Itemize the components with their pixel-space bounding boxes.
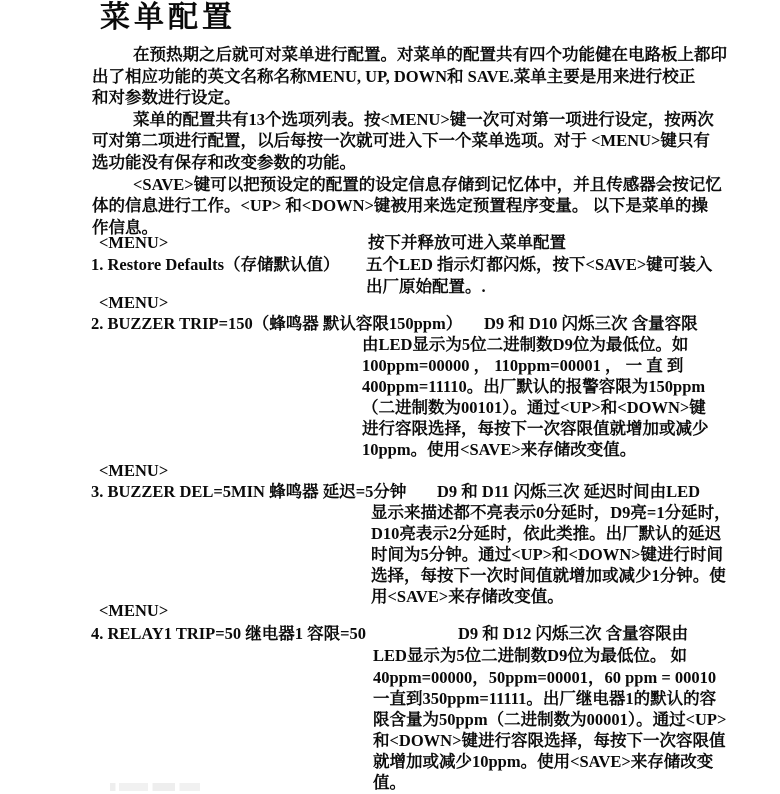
text-line: 2. BUZZER TRIP=150（蜂鸣器 默认容限150ppm） [91,314,463,333]
text-line: <SAVE>键可以把预设定的配置的设定信息存储到记忆体中，并且传感器会按记忆 [133,175,722,194]
text-line: D9 和 D11 闪烁三次 延迟时间由LED [437,482,701,501]
text-line: 可对第二项进行配置，以后每按一次就可进入下一个菜单选项。对于 <MENU>键只有 [92,131,710,150]
text-line: 由LED显示为5位二进制数D9位为最低位。如 [362,335,689,354]
watermark [110,783,200,791]
text-line: 3. BUZZER DEL=5MIN 蜂鸣器 延迟=5分钟 [91,482,407,501]
page-title: 菜单配置 [100,1,236,34]
text-line: 40ppm=00000，50ppm=00001，60 ppm = 00010 [373,668,717,687]
text-line: 限含量为50ppm（二进制数为00001）。通过<UP> [373,710,727,729]
text-line: 和<DOWN>键进行容限选择，每按下一次容限值 [373,731,726,750]
text-line: （二进制数为00101）。通过<UP>和<DOWN>键 [362,398,706,417]
text-line: <MENU> [99,233,169,252]
text-line: 时间为5分钟。通过<UP>和<DOWN>键进行时间 [371,545,724,564]
text-line: 一直到350ppm=11111。出厂继电器1的默认的容 [373,689,717,708]
text-line: D9 和 D12 闪烁三次 含量容限由 [458,624,689,643]
text-line: <MENU> [99,601,169,620]
text-line: 1. Restore Defaults（存储默认值） [91,255,340,274]
text-line: D9 和 D10 闪烁三次 含量容限 [484,314,698,333]
text-line: 选择，每按下一次时间值就增加或减少1分钟。使 [371,566,726,585]
text-line: 值。 [373,773,406,792]
text-line: 按下并释放可进入菜单配置 [368,233,566,252]
text-line: 100ppm=00000 ， 110ppm=00001 ， 一 直 到 [362,356,684,375]
text-line: 出了相应功能的英文名称名称MENU, UP, DOWN和 SAVE.菜单主要是用来进行校正 [92,67,696,86]
text-line: 用<SAVE>来存储改变值。 [371,587,564,606]
text-line: 在预热期之后就可对菜单进行配置。对菜单的配置共有四个功能健在电路板上都印 [133,45,727,64]
text-line: 出厂原始配置。. [366,277,486,296]
text-line: 作信息。 [92,218,158,237]
text-line: 和对参数进行设定。 [92,88,241,107]
text-line: LED显示为5位二进制数D9位为最低位。 如 [373,646,687,665]
text-line: 选功能没有保存和改变参数的功能。 [92,153,356,172]
text-line: <MENU> [99,293,169,312]
text-line: 五个LED 指示灯都闪烁，按下<SAVE>键可装入 [366,255,713,274]
text-line: 进行容限选择，每按下一次容限值就增加或减少 [362,419,709,438]
text-line: D10亮表示2分延时，依此类推。出厂默认的延迟 [371,524,722,543]
text-line: 显示来描述都不亮表示0分延时，D9亮=1分延时， [371,503,731,522]
text-line: 菜单的配置共有13个选项列表。按<MENU>键一次可对第一项进行设定，按两次 [133,110,714,129]
text-line: 10ppm。使用<SAVE>来存储改变值。 [362,440,637,459]
text-line: 体的信息进行工作。<UP> 和<DOWN>键被用来选定预置程序变量。 以下是菜单的操 [92,196,709,215]
text-line: 4. RELAY1 TRIP=50 继电器1 容限=50 [91,624,367,643]
text-line: 就增加或减少10ppm。使用<SAVE>来存储改变 [373,752,714,771]
text-line: <MENU> [99,461,169,480]
text-line: 400ppm=11110。出厂默认的报警容限为150ppm [362,377,706,396]
